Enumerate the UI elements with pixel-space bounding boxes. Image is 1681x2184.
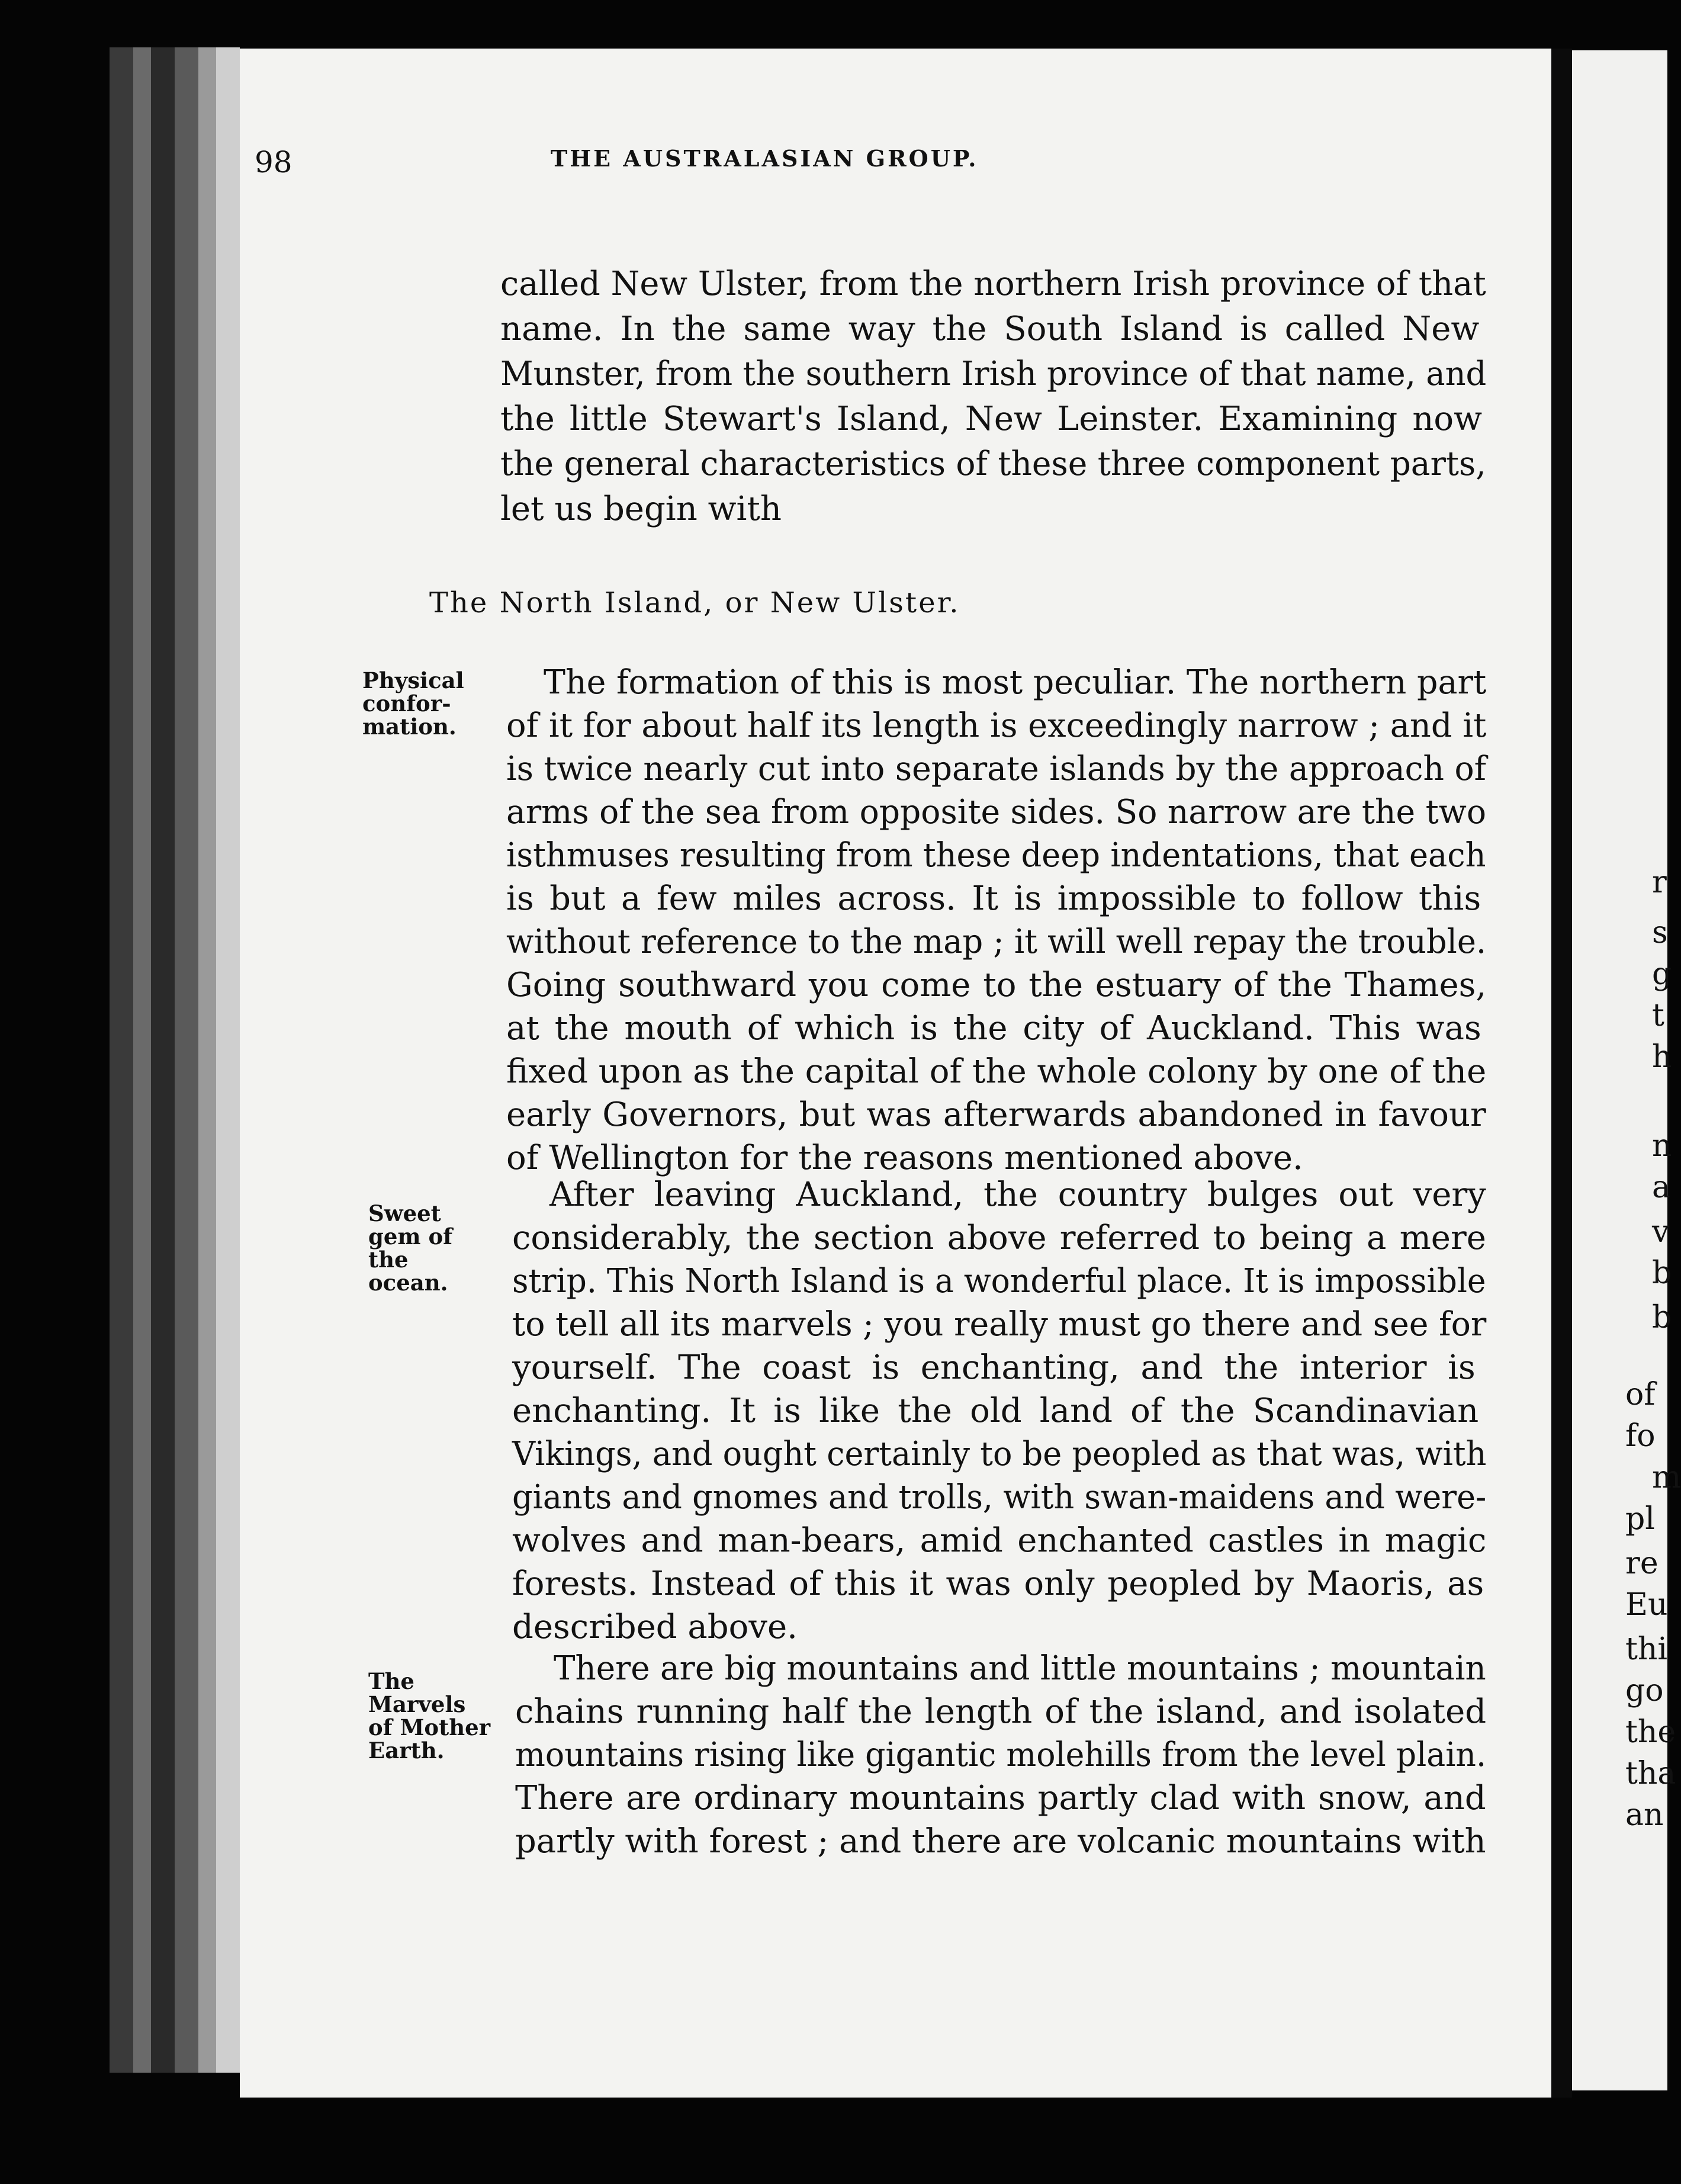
margin-note-line: Marvels	[368, 1691, 466, 1717]
section-heading: The North Island, or New Ulster.	[429, 586, 960, 619]
margin-note	[362, 669, 464, 738]
paragraph-line: is twice nearly cut into separate islands by the approach of	[506, 750, 1487, 788]
facing-page-text: r	[1652, 865, 1667, 900]
paragraph-line: strip. This North Island is a wonderful place. It is impossible	[512, 1262, 1486, 1300]
paragraph-line: fixed upon as the capital of the whole colony by one of the	[506, 1052, 1487, 1091]
facing-page-text: s	[1652, 915, 1668, 950]
margin-note	[368, 1670, 490, 1762]
paragraph-line: There are ordinary mountains partly clad with snow, and	[515, 1779, 1486, 1817]
margin-note-line: mation.	[362, 714, 457, 740]
margin-note	[368, 1202, 452, 1295]
paragraph-line: at the mouth of which is the city of Auckland. This was	[506, 1009, 1481, 1048]
paragraph-line: Vikings, and ought certainly to be peopled as that was, with	[512, 1435, 1487, 1473]
margin-note-line: gem of	[368, 1223, 453, 1250]
facing-page-text: go	[1625, 1673, 1664, 1708]
book-edge	[175, 47, 198, 2073]
paragraph-line: to tell all its marvels ; you really must go there and see for	[512, 1305, 1487, 1344]
paragraph-line: of it for about half its length is exceedingly narrow ; and it	[506, 706, 1487, 745]
facing-page-text: b	[1652, 1300, 1672, 1335]
facing-page-text: the	[1625, 1714, 1676, 1750]
facing-page-text: v	[1652, 1214, 1670, 1250]
book-edge	[110, 47, 133, 2073]
facing-page-text: of	[1625, 1377, 1656, 1412]
facing-page-text: pl	[1625, 1501, 1655, 1537]
intro-line: the general characteristics of these three component parts,	[500, 445, 1486, 483]
margin-note-line: the	[368, 1247, 409, 1273]
paragraph-line: partly with forest ; and there are volcanic mountains with	[515, 1822, 1486, 1861]
paragraph-line: wolves and man-bears, amid enchanted castles in magic	[512, 1521, 1487, 1560]
facing-page-text: t	[1652, 998, 1664, 1033]
paragraph-line: There are big mountains and little mountains ; mountain	[554, 1649, 1486, 1688]
paragraph-line: without reference to the map ; it will well repay the trouble.	[506, 923, 1487, 961]
page-number: 98	[255, 145, 293, 179]
paragraph-line: isthmuses resulting from these deep indentations, that each	[506, 836, 1486, 875]
book-edge	[216, 47, 240, 2073]
margin-note-line: The	[368, 1668, 414, 1694]
intro-line: name. In the same way the South Island is called New	[500, 310, 1480, 348]
paragraph-line: early Governors, but was afterwards abandoned in favour	[506, 1096, 1486, 1134]
facing-page-text: a	[1652, 1170, 1671, 1205]
paragraph-line: Going southward you come to the estuary of the Thames,	[506, 966, 1487, 1004]
facing-page-text: m	[1652, 1460, 1681, 1495]
paragraph-line: enchanting. It is like the old land of the Scandinavian	[512, 1392, 1479, 1430]
paragraph-line: chains running half the length of the island, and isolated	[515, 1692, 1487, 1731]
paragraph-line: The formation of this is most peculiar. The northern part	[544, 663, 1487, 702]
paragraph-line: considerably, the section above referred to being a mere	[512, 1219, 1486, 1257]
margin-note-line: confor-	[362, 690, 451, 717]
facing-page-text: n	[1652, 1128, 1672, 1164]
paragraph-line: is but a few miles across. It is impossible to follow this	[506, 879, 1481, 918]
paragraph-line: After leaving Auckland, the country bulges out very	[549, 1175, 1486, 1214]
paragraph-line: arms of the sea from opposite sides. So narrow are the two	[506, 793, 1487, 831]
paragraph-line: giants and gnomes and trolls, with swan-maidens and were-	[512, 1478, 1487, 1517]
book-edge	[198, 47, 216, 2073]
facing-page-text: h	[1652, 1039, 1672, 1075]
facing-page-text: thi	[1625, 1631, 1668, 1667]
facing-page-text: an	[1625, 1797, 1664, 1833]
margin-note-line: of Mother	[368, 1714, 491, 1740]
running-title: THE AUSTRALASIAN GROUP.	[551, 145, 979, 172]
paragraph-line: of Wellington for the reasons mentioned above.	[506, 1139, 1303, 1177]
book-gutter	[1551, 49, 1572, 2098]
intro-line: Munster, from the southern Irish province of that name, and	[500, 355, 1487, 393]
facing-page-text: Eu	[1625, 1587, 1668, 1623]
intro-line: let us begin with	[500, 490, 782, 528]
paragraph-line: described above.	[512, 1608, 798, 1646]
margin-note-line: Sweet	[368, 1200, 441, 1226]
facing-page-text: g	[1652, 956, 1672, 992]
intro-line: the little Stewart's Island, New Leinster. Examining now	[500, 400, 1483, 438]
book-edge	[151, 47, 175, 2073]
facing-page-text: re	[1625, 1546, 1658, 1581]
book-edge	[133, 47, 151, 2073]
paragraph-line: yourself. The coast is enchanting, and the interior is	[512, 1348, 1476, 1387]
margin-note-line: Earth.	[368, 1737, 445, 1764]
facing-page-text: b	[1652, 1255, 1672, 1291]
margin-note-line: ocean.	[368, 1270, 448, 1296]
paragraph-line: mountains rising like gigantic molehills from the level plain.	[515, 1736, 1487, 1774]
intro-line: called New Ulster, from the northern Irish province of that	[500, 265, 1486, 303]
facing-page-text: fo	[1625, 1418, 1656, 1454]
paragraph-line: forests. Instead of this it was only peopled by Maoris, as	[512, 1565, 1484, 1603]
facing-page-text: tha	[1625, 1756, 1676, 1791]
margin-note-line: Physical	[362, 667, 464, 693]
